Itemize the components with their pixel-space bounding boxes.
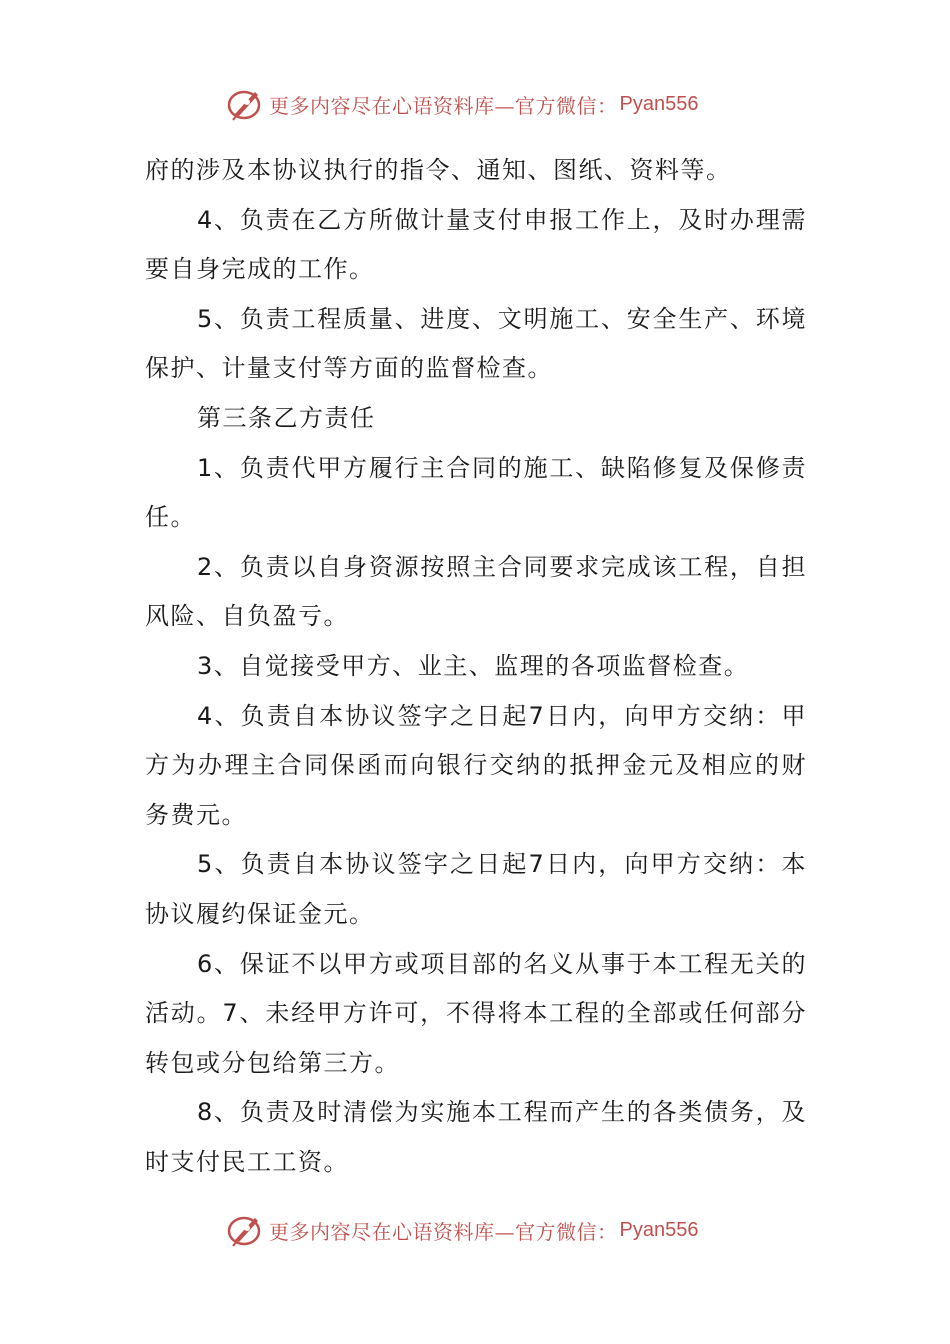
paragraph-item-4: 4、负责在乙方所做计量支付申报工作上，及时办理需要自身完成的工作。 <box>145 205 807 284</box>
banner-text: 更多内容尽在心语资料库—官方微信： <box>269 93 618 118</box>
paragraph-b-item-2: 2、负责以自身资源按照主合同要求完成该工程，自担风险、自负盈亏。 <box>145 552 807 631</box>
paragraph-continuation: 府的涉及本协议执行的指令、通知、图纸、资料等。 <box>145 156 732 184</box>
paragraph-b-item-6-7: 6、保证不以甲方或项目部的名义从事于本工程无关的活动。7、未经甲方许可，不得将本工程的全部或任何部分转包或分包给第三方。 <box>145 949 807 1077</box>
banner-wechat-id: Pyan556 <box>619 1218 699 1241</box>
banner-text: 更多内容尽在心语资料库—官方微信： <box>269 1219 618 1244</box>
paragraph-b-item-1: 1、负责代甲方履行主合同的施工、缺陷修复及保修责任。 <box>145 453 807 532</box>
paragraph-b-item-4: 4、负责自本协议签字之日起7日内，向甲方交纳：甲方为办理主合同保函而向银行交纳的抵押金元及相应的财务费元。 <box>145 701 807 829</box>
paragraph-item-5: 5、负责工程质量、进度、文明施工、安全生产、环境保护、计量支付等方面的监督检查。 <box>145 304 807 383</box>
footer-watermark-banner <box>225 1208 698 1252</box>
paragraph-b-item-5: 5、负责自本协议签字之日起7日内，向甲方交纳：本协议履约保证金元。 <box>145 850 807 928</box>
header-watermark-banner <box>225 82 698 126</box>
banner-wechat-id: Pyan556 <box>619 92 699 115</box>
quill-logo-icon <box>225 84 265 124</box>
section-heading: 第三条乙方责任 <box>197 403 376 432</box>
paragraph-b-item-8: 8、负责及时清偿为实施本工程而产生的各类债务，及时支付民工工资。 <box>145 1098 807 1176</box>
quill-logo-icon <box>225 1210 265 1250</box>
document-body <box>145 146 807 1187</box>
paragraph-b-item-3: 3、自觉接受甲方、业主、监理的各项监督检查。 <box>197 651 750 680</box>
